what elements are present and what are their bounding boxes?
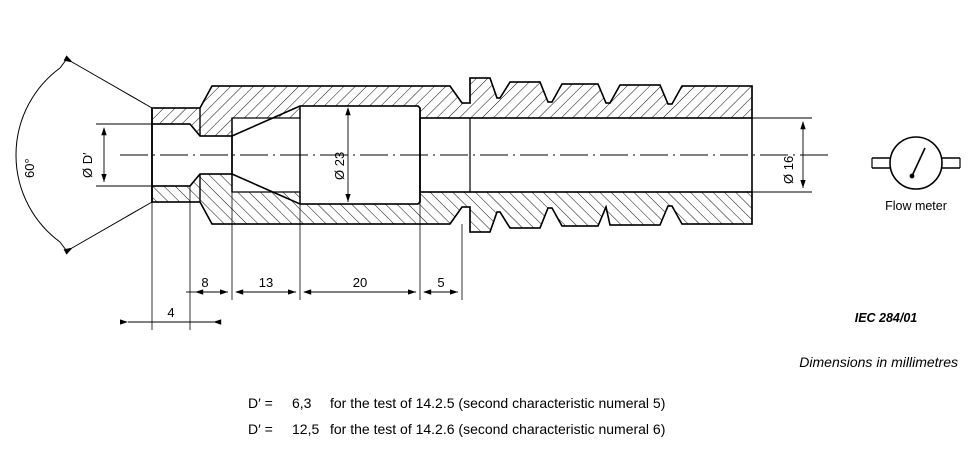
iec-reference-code: IEC 284/01 <box>854 311 918 325</box>
diameter-23-label: Ø 23 <box>332 151 347 180</box>
dim-5-label: 5 <box>437 275 445 290</box>
dim-8-label: 8 <box>201 275 209 290</box>
dim-4-label: 4 <box>167 305 175 320</box>
dim-20-label: 20 <box>352 275 368 290</box>
diameter-d-prime-label: Ø D′ <box>80 152 95 178</box>
note-1-text: for the test of 14.2.5 (second characteristic numeral 5) <box>330 395 666 411</box>
diameter-23-dimension <box>332 108 348 202</box>
note-1-symbol: D′ = <box>248 395 273 411</box>
flow-meter-label: Flow meter <box>885 199 947 213</box>
d-prime-notes <box>248 395 665 437</box>
note-2-text: for the test of 14.2.6 (second characteristic numeral 6) <box>330 421 666 437</box>
dim-13-label: 13 <box>258 275 274 290</box>
angle-label: 60° <box>22 158 37 178</box>
diameter-16-label: Ø 16 <box>781 155 796 184</box>
flow-meter-symbol <box>872 137 960 213</box>
note-2-symbol: D′ = <box>248 421 273 437</box>
note-1-value: 6,3 <box>292 395 312 411</box>
units-note: Dimensions in millimetres <box>799 354 958 370</box>
note-2-value: 12,5 <box>292 421 320 437</box>
